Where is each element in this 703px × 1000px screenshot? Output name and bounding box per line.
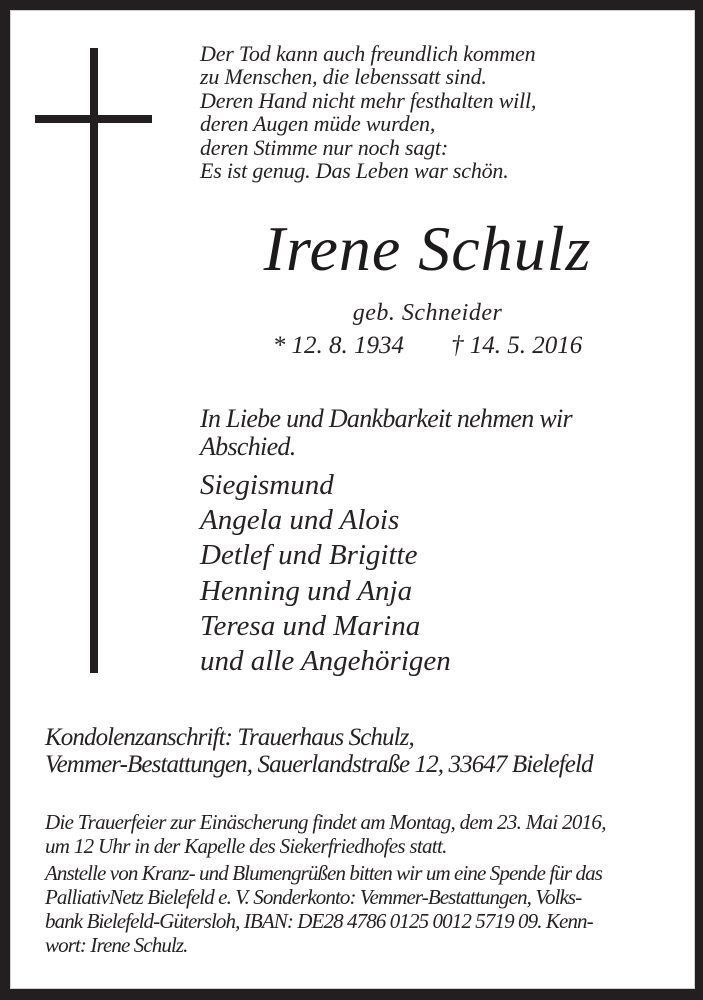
farewell-text <box>200 405 572 461</box>
birth-date: * 12. 8. 1934 <box>272 332 404 359</box>
verse-line: Deren Hand nicht mehr festhalten will, <box>200 87 537 113</box>
condolence-line: Kondolenzanschrift: Trauerhaus Schulz, <box>45 724 414 751</box>
verse-line: zu Menschen, die lebenssatt sind. <box>200 64 487 90</box>
cross-horizontal-bar <box>35 115 152 123</box>
verse-line: Es ist genug. Das Leben war schön. <box>200 158 509 184</box>
mourner-name: Siegismund <box>200 469 334 501</box>
donation-line: PalliativNetz Bielefeld e. V. Sonderkonto: Vemmer-Bestattungen, Volks- <box>45 885 582 909</box>
farewell-line: In Liebe und Dankbarkeit nehmen wir <box>200 404 572 433</box>
verse-line: deren Augen müde wurden, <box>200 111 436 137</box>
service-line: Die Trauerfeier zur Einäscherung findet am Montag, dem 23. Mai 2016, <box>45 810 606 834</box>
life-dates <box>200 332 655 360</box>
donation-line: bank Bielefeld-Gütersloh, IBAN: DE28 4786 0125 0012 5719 09. Kenn- <box>45 909 593 933</box>
condolence-line: Vemmer-Bestattungen, Sauerlandstraße 12, 33647 Bielefeld <box>45 751 593 778</box>
donation-line: wort: Irene Schulz. <box>45 933 188 957</box>
mourner-name: Detlef und Brigitte <box>200 539 418 572</box>
maiden-name: geb. Schneider <box>352 300 503 326</box>
donation-request <box>45 861 602 957</box>
opening-verse <box>200 42 536 182</box>
funeral-service-info <box>45 810 606 858</box>
verse-line: deren Stimme nur noch sagt: <box>200 134 448 160</box>
verse-line: Der Tod kann auch freundlich kommen <box>200 41 536 66</box>
condolence-address <box>45 724 593 778</box>
service-line: um 12 Uhr in der Kapelle des Siekerfriedhofes statt. <box>45 834 447 858</box>
deceased-name: Irene Schulz <box>263 213 592 284</box>
donation-line: Anstelle von Kranz- und Blumengrüßen bitten wir um eine Spende für das <box>45 861 603 885</box>
mourner-name: und alle Angehörigen <box>200 645 451 678</box>
mourner-name: Henning und Anja <box>200 574 413 607</box>
mourner-name: Angela und Alois <box>200 504 400 537</box>
death-date: † 14. 5. 2016 <box>451 332 583 359</box>
mourner-name: Teresa und Marina <box>200 609 421 642</box>
cross-vertical-bar <box>90 48 98 673</box>
farewell-line: Abschied. <box>200 432 296 461</box>
mourners-list <box>200 468 451 679</box>
